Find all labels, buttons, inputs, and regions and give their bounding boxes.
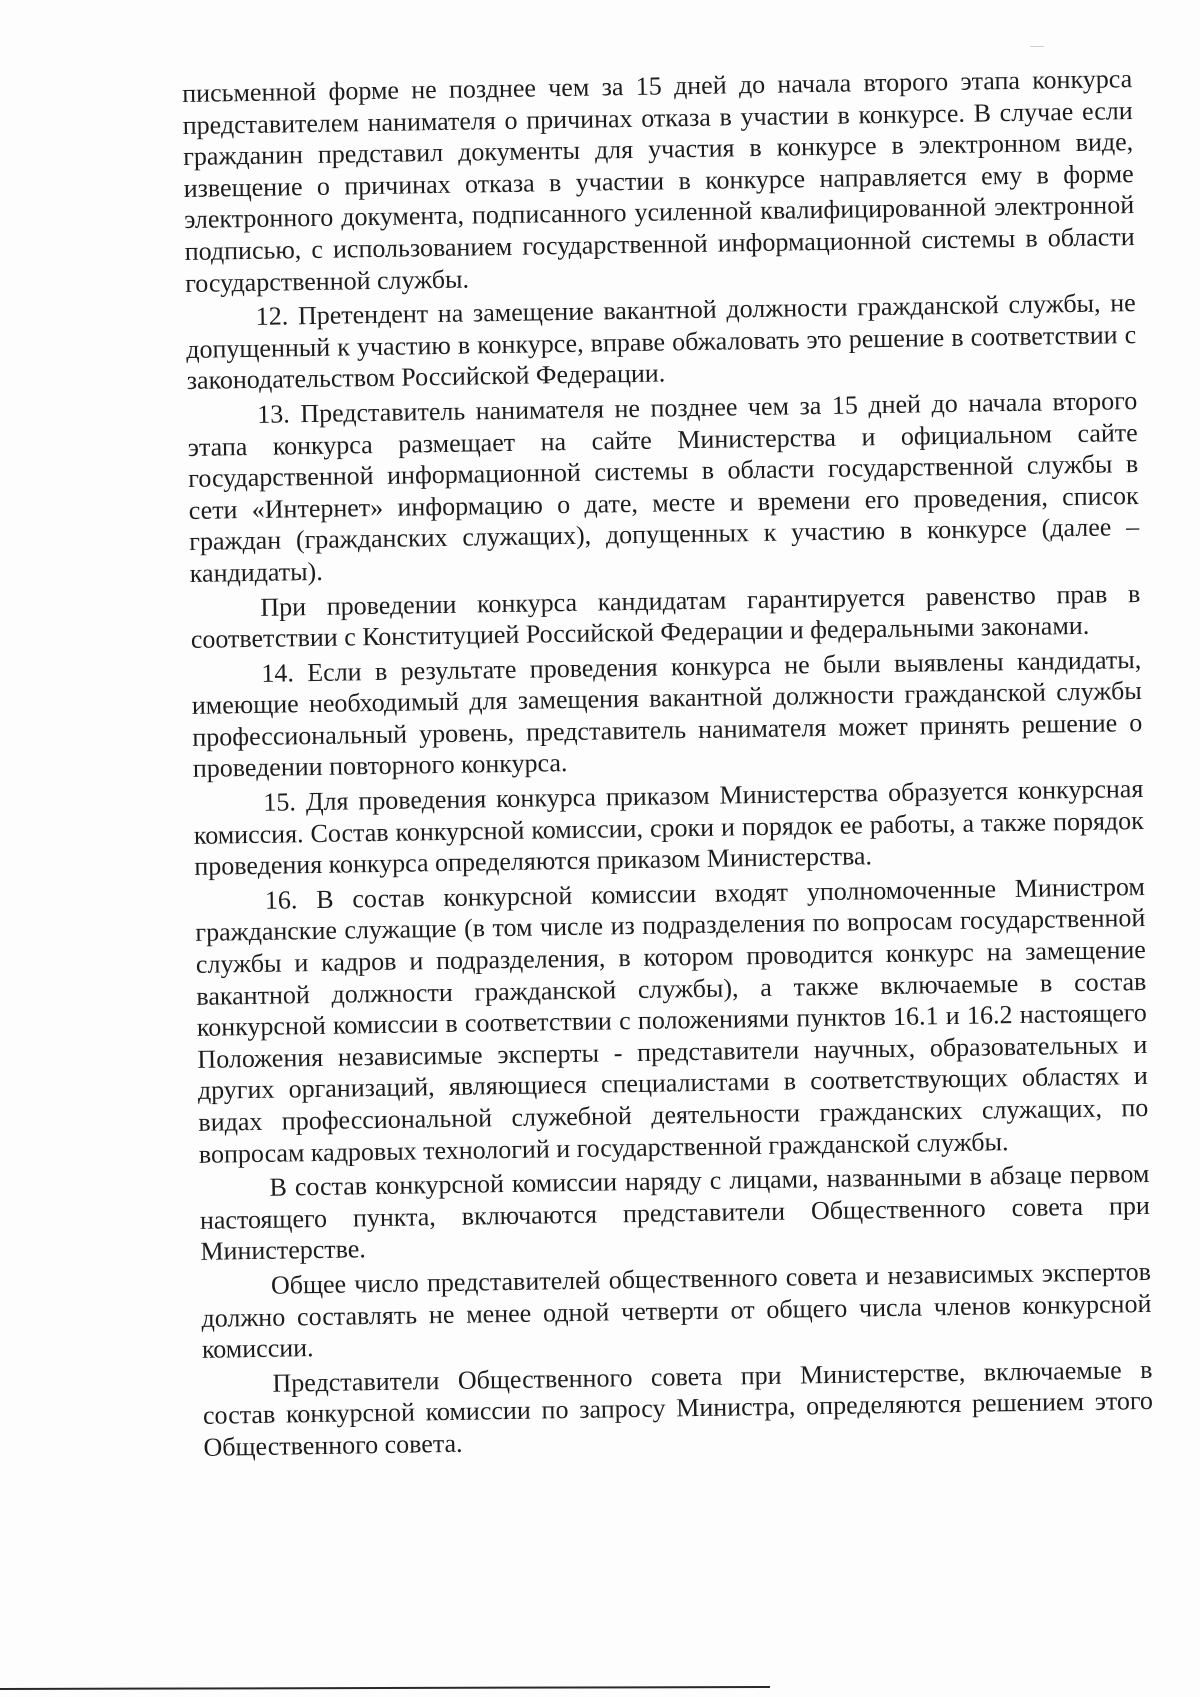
paragraph-item-15: 15. Для проведения конкурса приказом Министерства образуется конкурсная комиссия. Состав конкурсной комиссии, сроки и порядок ее работы, а также порядок проведения конкурса определяются приказом Министерства. (193, 774, 1145, 882)
scan-speck (1030, 46, 1044, 47)
footer-rule (0, 1686, 770, 1690)
document-body (182, 63, 1154, 1466)
paragraph-council-decision: Представители Общественного совета при Министерстве, включаемые в состав конкурсной комиссии по запросу Министра, определяются решением этого Общественного совета. (202, 1354, 1154, 1462)
paragraph-item-13: 13. Представитель нанимателя не позднее чем за 15 дней до начала второго этапа конкурса размещает на сайте Министерства и официальном сайте государственной информационной системы в области государственной службы в сети «Интернет» информацию о дате, месте и времени его проведения, список граждан (гражданских служащих), допущенных к участию в конкурсе (далее – кандидаты). (187, 385, 1140, 588)
paragraph-quarter-share: Общее число представителей общественного совета и независимых экспертов должно составлять не менее одной четверти от общего числа членов конкурсной комиссии. (201, 1256, 1152, 1364)
paragraph-item-12: 12. Претендент на замещение вакантной должности гражданской службы, не допущенный к участию в конкурсе, вправе обжаловать это решение в соответствии с законодательством Российской Федерации. (186, 288, 1137, 396)
paragraph-item-14: 14. Если в результате проведения конкурса не были выявлены кандидаты, имеющие необходимый для замещения вакантной должности гражданской службы профессиональный уровень, представитель нанимателя может принять решение о проведении повторного конкурса. (191, 644, 1143, 784)
paragraph-public-council: В состав конкурсной комиссии наряду с лицами, названными в абзаце первом настоящего пункта, включаются представители Общественного совета при Министерстве. (199, 1159, 1151, 1267)
paragraph-equal-rights: При проведении конкурса кандидатам гарантируется равенство прав в соответствии с Конституцией Российской Федерации и федеральными законами. (190, 578, 1141, 655)
paragraph-continuation: письменной форме не позднее чем за 15 дней до начала второго этапа конкурса представителем нанимателя о причинах отказа в участии в конкурсе. В случае если гражданин представил документы для участия в конкурсе в электронном виде, извещение о причинах отказа в участии в конкурсе направляется ему в форме электронного документа, подписанного усиленной квалифицированной электронной подписью, с использованием государственной информационной системы в области государственной службы. (182, 64, 1135, 298)
paragraph-item-16: 16. В состав конкурсной комиссии входят уполномоченные Министром гражданские служащие (в том числе из подразделения по вопросам государственной службы и кадров и подразделения, в котором проводится конкурс на замещение вакантной должности гражданской службы), а также включаемые в состав конкурсной комиссии в соответствии с положениями пунктов 16.1 и 16.2 настоящего Положения независимые эксперты - представители научных, образовательных и других организаций, являющиеся специалистами в соответствующих областях и видах профессиональной служебной деятельности гражданских служащих, по вопросам кадровых технологий и государственной гражданской службы. (195, 871, 1149, 1169)
